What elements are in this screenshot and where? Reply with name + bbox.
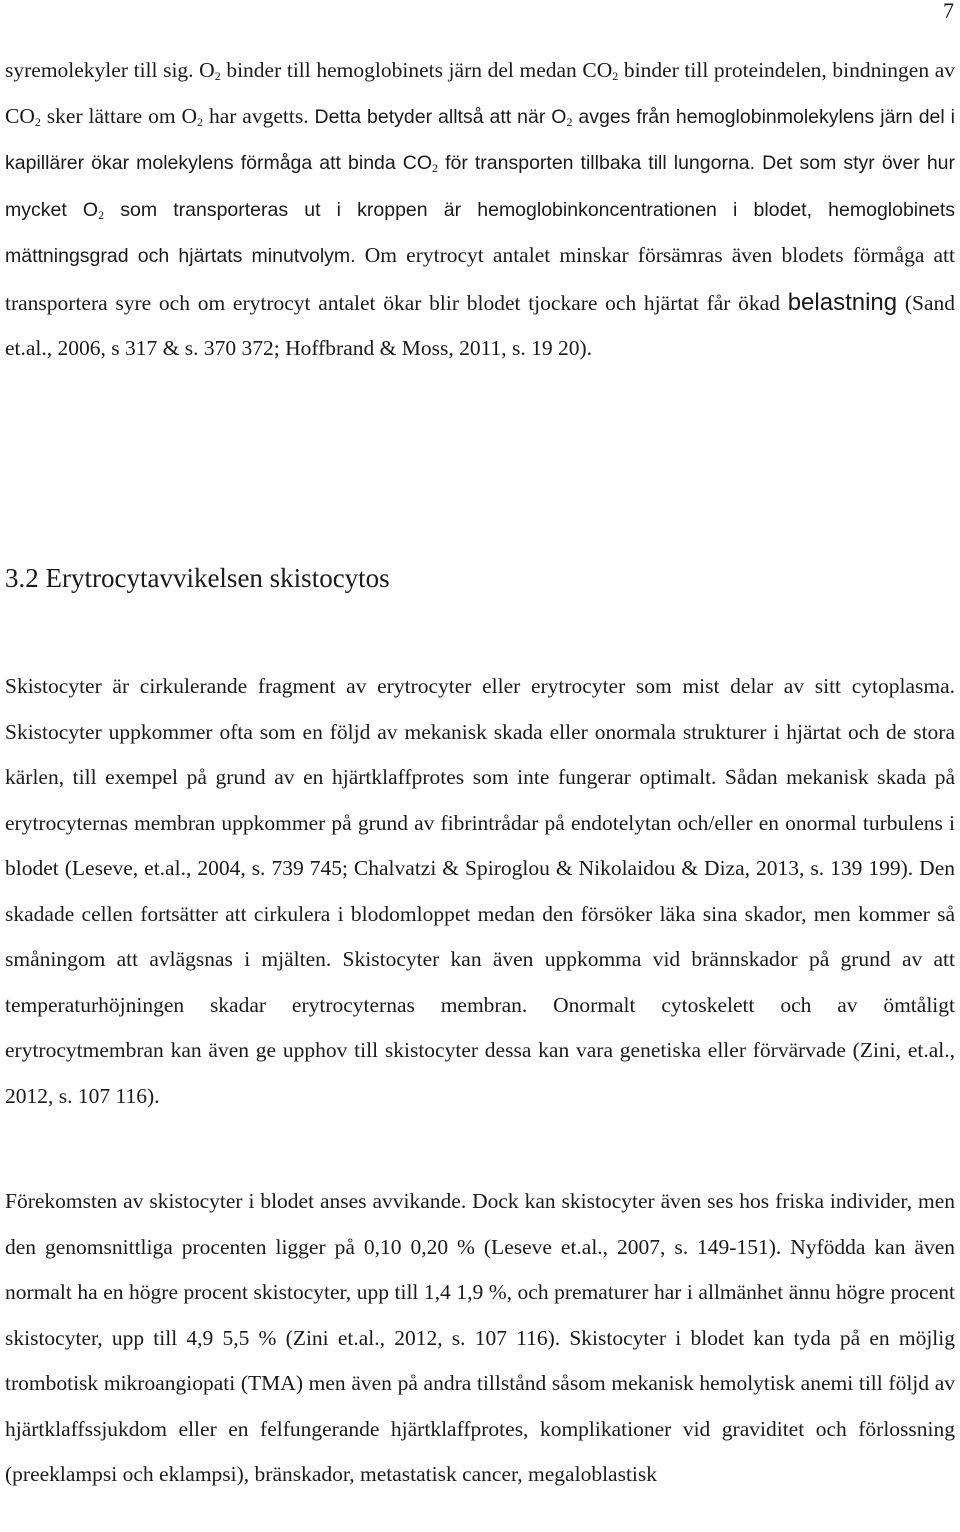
body-paragraph-1: Skistocyter är cirkulerande fragment av erytrocyter eller erytrocyter som mist delar av sitt cytoplasma. Skistocyter uppkommer ofta som en följd av mekanisk skada eller onormala strukturer i hjärtat och de stora kärlen, till exempel på grund av en hjärtklaffprotes som inte fungerar optimalt. Sådan mekanisk skada på erytrocyternas membran uppkommer på grund av fibrintrådar på endotelytan och/eller en onormal turbulens i blodet (Leseve, et.al., 2004, s. 739 745; Chalvatzi & Spiroglou & Nikolaidou & Diza, 2013, s. 139 199). Den skadade cellen fortsätter att cirkulera i blodomloppet medan den försöker läka sina skador, men kommer så småningom att avlägsnas i mjälten. Skistocyter kan även uppkomma vid brännskador på grund av att temperaturhöjningen skadar erytrocyternas membran. Onormalt cytoskelett och av ömtåligt erytrocytmembran kan även ge upphov till skistocyter dessa kan vara genetiska eller förvärvade (Zini, et.al., 2012, s. 107 116). xyxy=(5,674,955,1108)
subscript: 2 xyxy=(612,69,619,83)
text-run-sans: som transporteras ut i kroppen är hemoglobinkoncentrationen i blodet, hemoglobinets mättningsgrad och hjärtats minutvolym. xyxy=(5,198,956,267)
section-heading: 3.2 Erytrocytavvikelsen skistocytos xyxy=(5,563,390,593)
text-run: binder till proteindelen, bindningen av CO xyxy=(5,58,955,128)
text-run: Om erytrocyt antalet minskar försämras även blodets förmåga att transportera syre och om erytrocyt antalet ökar blir blodet tjockare och hjärtat får ökad xyxy=(5,243,956,315)
text-run-sans: belastning xyxy=(787,288,898,316)
text-run: syremolekyler till sig. O xyxy=(5,58,215,82)
page-number: 7 xyxy=(943,0,954,23)
subscript: 2 xyxy=(432,161,439,175)
subscript: 2 xyxy=(214,69,221,83)
body-paragraph-2: Förekomsten av skistocyter i blodet anses avvikande. Dock kan skistocyter även ses hos friska individer, men den genomsnittliga procenten ligger på 0,10 0,20 % (Leseve et.al., 2007, s. 149-151). Nyfödda kan även normalt ha en högre procent skistocyter, upp till 1,4 1,9 %, och prematurer har i allmänhet ännu högre procent skistocyter, upp till 4,9 5,5 % (Zini et.al., 2012, s. 107 116). Skistocyter i blodet kan tyda på en möjlig trombotisk mikroangiopati (TMA) men även på andra tillstånd såsom mekanisk hemolytisk anemi till följd av hjärtklaffssjukdom eller en felfungerande hjärtklaffprotes, komplikationer vid graviditet och förlossning (preeklampsi och eklampsi), bränskador, metastatisk cancer, megaloblastisk xyxy=(5,1189,955,1486)
subscript: 2 xyxy=(566,114,573,129)
text-run-sans: Detta betyder alltså att när O xyxy=(314,105,567,128)
text-run: har avgetts. xyxy=(203,103,315,128)
text-run: (Sand et.al., 2006, s 317 & s. 370 372; Hoffbrand & Moss, 2011, s. 19 20). xyxy=(5,290,955,360)
text-run-sans: för transporten tillbaka till lungorna. Det som styr över hur mycket O xyxy=(5,152,955,221)
text-run: sker lättare om O xyxy=(40,103,198,128)
subscript: 2 xyxy=(34,114,41,129)
subscript: 2 xyxy=(98,207,105,222)
text-run: binder till hemoglobinets järn del medan CO xyxy=(220,58,613,82)
body-paragraph-intro xyxy=(5,48,955,372)
text-run-sans: avges från hemoglobinmolekylens järn del i kapillärer ökar molekylens förmåga att binda CO xyxy=(5,105,955,174)
subscript: 2 xyxy=(197,114,204,129)
